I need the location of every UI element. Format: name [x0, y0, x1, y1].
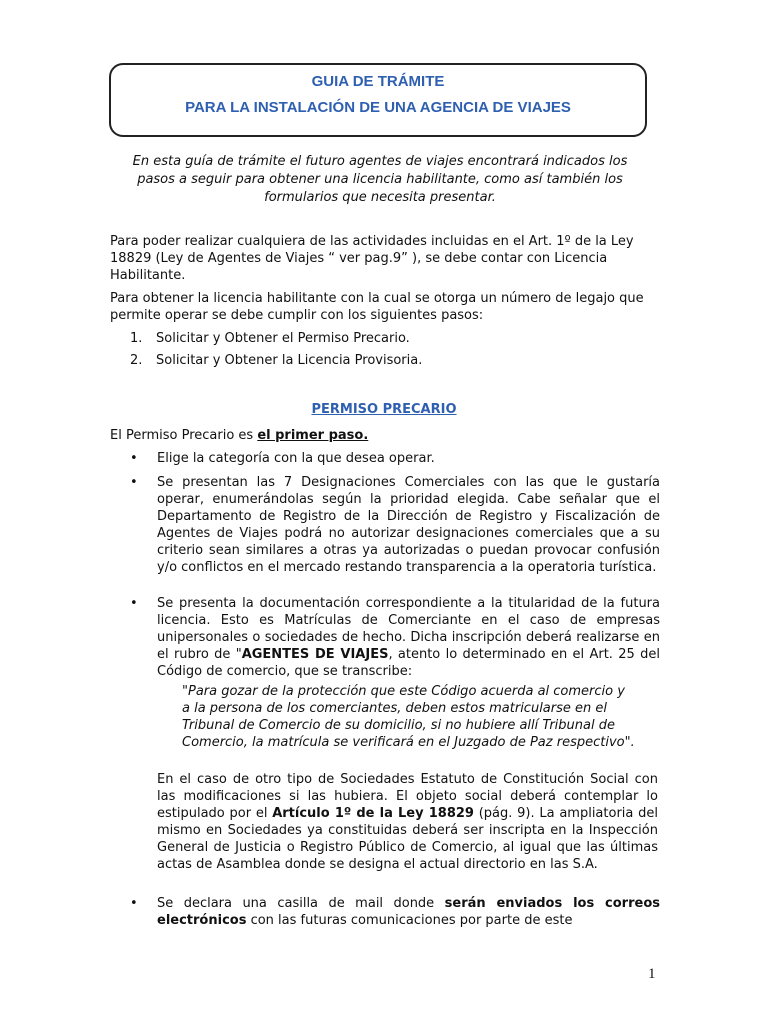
bullet-icon: •	[130, 896, 138, 911]
bullet-text-part2: , atento lo determinado en el Art. 25 del Código de comercio, que se transcribe:	[157, 647, 660, 679]
intro-paragraph: En esta guía de trámite el futuro agentes de viajes encontrará indicados los pasos a seguir para obtener una licencia habilitante, como así también los formularios que necesita presentar.	[132, 154, 628, 205]
quoted-article: "Para gozar de la protección que este Código acuerda al comercio y a la persona de los comerciantes, deben estos matricularse en el Tribunal de Comercio de su domicilio, si no hubiere allí Tribunal de Comercio, la matrícula se verificará en el Juzgado de Paz respectivo".	[182, 684, 635, 750]
first-step-line	[110, 427, 658, 444]
bullet-item	[130, 474, 660, 576]
bullet-text-bold: serán enviados los correos electrónicos	[157, 896, 660, 928]
title-box	[109, 63, 647, 137]
first-step-prefix: El Permiso Precario es	[110, 428, 258, 443]
step-number: 2.	[130, 353, 143, 368]
bullet-text	[157, 895, 660, 929]
bullet-text-bold: AGENTES DE VIAJES	[241, 647, 389, 662]
step-text: Solicitar y Obtener la Licencia Provisoria.	[156, 353, 423, 368]
steps-list	[130, 328, 660, 372]
sub-paragraph-part2: (pág. 9). La ampliatoria del mismo en Sociedades ya constituidas deberá ser inscripta en la Inspección General de Justicia o Registro Público de Comercio, al igual que las últimas actas de Asamblea donde se designa el actual directorio en las S.A.	[157, 806, 658, 872]
sub-paragraph-bold: Artículo 1º de la Ley 18829	[272, 806, 474, 821]
bullet-icon: •	[130, 596, 138, 611]
bullet-item	[130, 595, 660, 680]
list-item	[130, 350, 660, 372]
paragraph-steps-intro: Para obtener la licencia habilitante con la cual se otorga un número de legajo que permite operar se debe cumplir con los siguientes pasos:	[110, 291, 644, 323]
first-step-bold: el primer paso.	[257, 428, 369, 443]
document-subtitle: PARA LA INSTALACIÓN DE UNA AGENCIA DE VIAJES	[185, 99, 571, 116]
step-number: 1.	[130, 331, 143, 346]
document-title: GUIA DE TRÁMITE	[311, 73, 445, 90]
bullet-text	[157, 595, 660, 680]
bullet-item	[130, 895, 660, 929]
bullet-icon: •	[130, 451, 138, 466]
bullet-text: Elige la categoría con la que desea operar.	[157, 451, 435, 466]
bullet-text-part1: Se presenta la documentación correspondiente a la titularidad de la futura licencia. Esto es Matrículas de Comerciante en el caso de empresas unipersonales o sociedades de hecho. Dicha inscripción deberá realizarse en el rubro de "	[157, 596, 660, 662]
bullet-text-part1: Se declara una casilla de mail donde	[157, 896, 445, 911]
bullet-icon: •	[130, 475, 138, 490]
list-item	[130, 328, 660, 350]
bullet-item	[130, 450, 660, 467]
step-text: Solicitar y Obtener el Permiso Precario.	[156, 331, 410, 346]
section-heading: PERMISO PRECARIO	[311, 402, 457, 417]
bullet-text: Se presentan las 7 Designaciones Comerciales con las que le gustaría operar, enumerándolas según la prioridad elegida. Cabe señalar que el Departamento de Registro de la Dirección de Registro y Fiscalización de Agentes de Viajes podrá no autorizar designaciones comerciales que a su criterio sean similares a otras ya autorizadas o puedan provocar confusión y/o conflictos en el mercado restando transparencia a la operatoria turística.	[157, 475, 660, 575]
bullet-text-part2: con las futuras comunicaciones por parte de este	[246, 913, 573, 928]
sub-paragraph-part1: En el caso de otro tipo de Sociedades Estatuto de Constitución Social con las modificaciones si las hubiera. El objeto social deberá contemplar lo estipulado por el	[157, 772, 658, 821]
sub-paragraph	[157, 771, 658, 873]
paragraph-requirements: Para poder realizar cualquiera de las actividades incluidas en el Art. 1º de la Ley 18829 (Ley de Agentes de Viajes “ ver pag.9” ), se debe contar con Licencia Habilitante.	[110, 234, 634, 283]
page-number: 1	[648, 966, 656, 982]
